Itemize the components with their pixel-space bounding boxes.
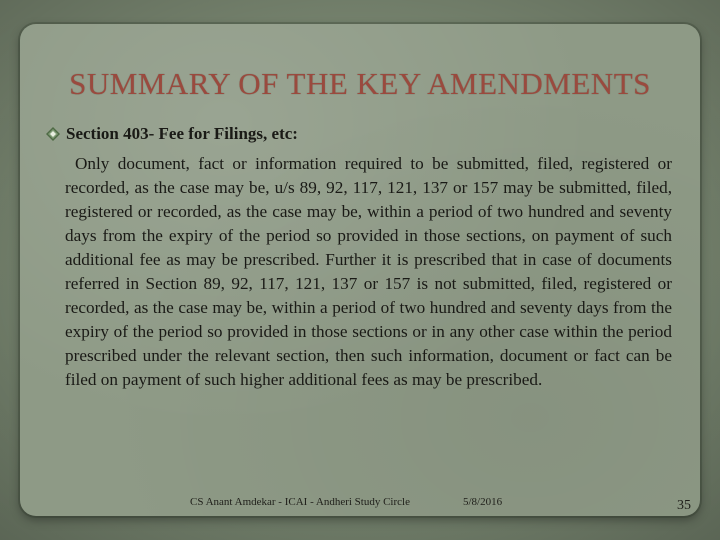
bullet-item xyxy=(46,124,676,144)
diamond-bullet-icon xyxy=(46,127,60,141)
slide-title: SUMMARY OF THE KEY AMENDMENTS xyxy=(69,66,651,101)
page-number: 35 xyxy=(677,498,691,513)
footer-date: 5/8/2016 xyxy=(463,496,503,508)
footer-credit: CS Anant Amdekar - ICAI - Andheri Study Circle xyxy=(190,496,410,508)
section-heading: Section 403- Fee for Filings, etc: xyxy=(66,124,298,143)
body-paragraph: Only document, fact or information required to be submitted, filed, registered or recorded, as the case may be, u/s 89, 92, 117, 121, 137 or 157 may be submitted, filed, registered or recorded, as the case may be, within a period of two hundred and seventy days from the expiry of the period so provided in those sections, on payment of such additional fee as may be prescribed. Further it is prescribed that in case of documents referred in Section 89, 92, 117, 121, 137 or 157 is not submitted, filed, registered or recorded, as the case may be, within a period of two hundred and seventy days from the expiry of the period so provided in those sections or in any other case within the period prescribed under the relevant section, then such information, document or fact can be filed on payment of such higher additional fees as may be prescribed. xyxy=(65,154,672,389)
